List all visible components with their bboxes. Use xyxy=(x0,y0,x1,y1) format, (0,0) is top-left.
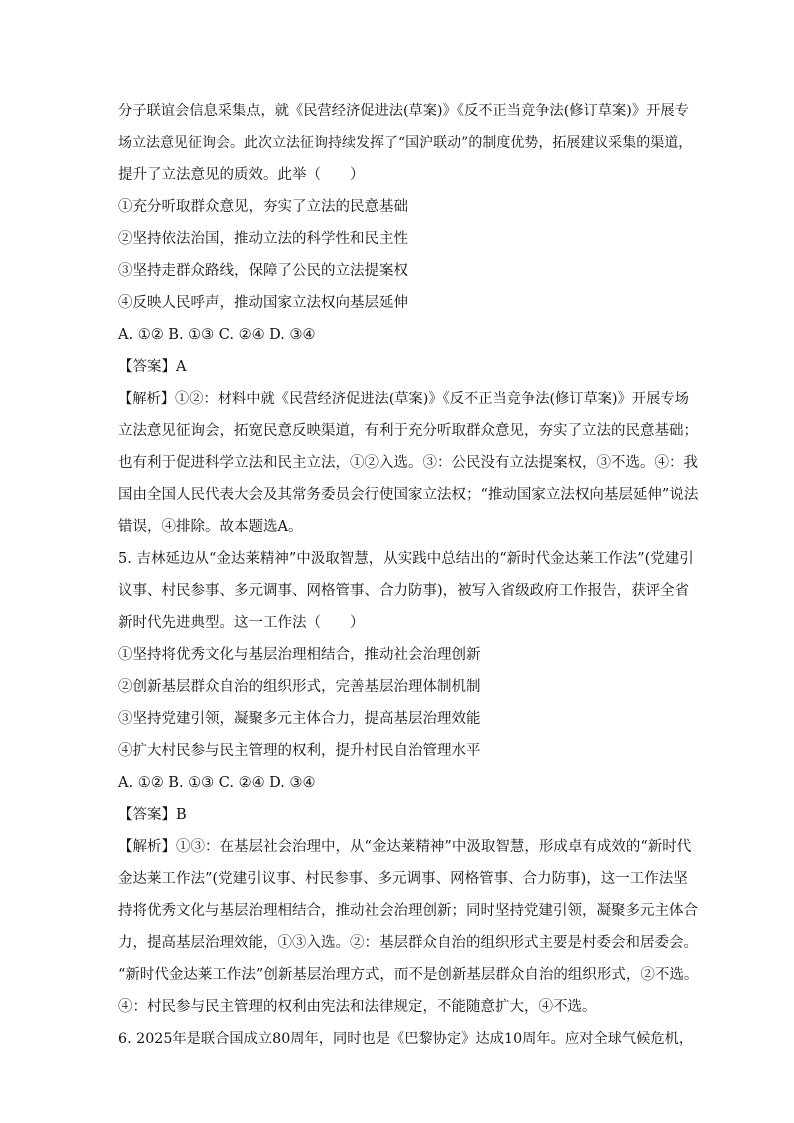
text-line: 议事、村民参事、多元调事、网格管事、合力防事)，被写入省级政府工作报告，获评全省 xyxy=(118,583,690,599)
analysis-line: 也有利于促进科学立法和民主立法，①②入选。③：公民没有立法提案权，③不选。④：我 xyxy=(118,455,698,471)
choices: A. ①② B. ①③ C. ②④ D. ③④ xyxy=(118,327,316,343)
option-3: ③坚持走群众路线，保障了公民的立法提案权 xyxy=(118,263,408,279)
option-3: ③坚持党建引领，凝聚多元主体合力，提高基层治理效能 xyxy=(118,711,481,727)
text-line: 提升了立法意见的质效。此举（ ） xyxy=(118,167,365,183)
option-4: ④反映人民呼声，推动国家立法权向基层延伸 xyxy=(118,295,408,311)
option-2: ②坚持依法治国，推动立法的科学性和民主性 xyxy=(118,231,408,247)
analysis-line: 金达莱工作法”(党建引议事、村民参事、多元调事、网格管事、合力防事)，这一工作法坚 xyxy=(118,871,688,887)
text-line: 新时代先进典型。这一工作法（ ） xyxy=(118,615,365,631)
text-line: 分子联谊会信息采集点，就《民营经济促进法(草案)》《反不正当竞争法(修订草案)》开展专 xyxy=(118,103,689,119)
analysis-line: 力，提高基层治理效能，①③入选。②：基层群众自治的组织形式主要是村委会和居委会。 xyxy=(118,935,698,951)
analysis-line: ④：村民参与民主管理的权利由宪法和法律规定，不能随意扩大，④不选。 xyxy=(118,999,597,1015)
analysis-line: 国由全国人民代表大会及其常务委员会行使国家立法权；“推动国家立法权向基层延伸”说法 xyxy=(118,487,699,503)
option-1: ①坚持将优秀文化与基层治理相结合，推动社会治理创新 xyxy=(118,647,481,663)
answer: 【答案】A xyxy=(118,359,187,375)
analysis-line: 【解析】①②：材料中就《民营经济促进法(草案)》《反不正当竞争法(修订草案)》开展专场 xyxy=(118,391,689,407)
option-1: ①充分听取群众意见，夯实了立法的民意基础 xyxy=(118,199,408,215)
analysis-line: 立法意见征询会，拓宽民意反映渠道，有利于充分听取群众意见，夯实了立法的民意基础； xyxy=(118,423,698,439)
analysis-line: 【解析】①③：在基层社会治理中，从“金达莱精神”中汲取智慧，形成卓有成效的“新时代 xyxy=(118,839,692,855)
analysis-line: 持将优秀文化与基层治理相结合，推动社会治理创新；同时坚持党建引领，凝聚多元主体合 xyxy=(118,903,698,919)
answer: 【答案】B xyxy=(118,807,187,823)
option-2: ②创新基层群众自治的组织形式，完善基层治理体制机制 xyxy=(118,679,481,695)
question-6: 6. 2025年是联合国成立80周年，同时也是《巴黎协定》达成10周年。应对全球气候危机， xyxy=(118,1031,694,1047)
analysis-line: 错误，④排除。故本题选A。 xyxy=(118,519,303,535)
option-4: ④扩大村民参与民主管理的权利，提升村民自治管理水平 xyxy=(118,743,481,759)
analysis-line: “新时代金达莱工作法”创新基层治理方式，而不是创新基层群众自治的组织形式，②不选。 xyxy=(118,967,699,983)
choices: A. ①② B. ①③ C. ②④ D. ③④ xyxy=(118,775,316,791)
text-line: 场立法意见征询会。此次立法征询持续发挥了“国沪联动”的制度优势，拓展建议采集的渠道， xyxy=(118,135,693,151)
question-5: 5. 吉林延边从“金达莱精神”中汲取智慧，从实践中总结出的“新时代金达莱工作法”(党建引 xyxy=(118,551,694,567)
